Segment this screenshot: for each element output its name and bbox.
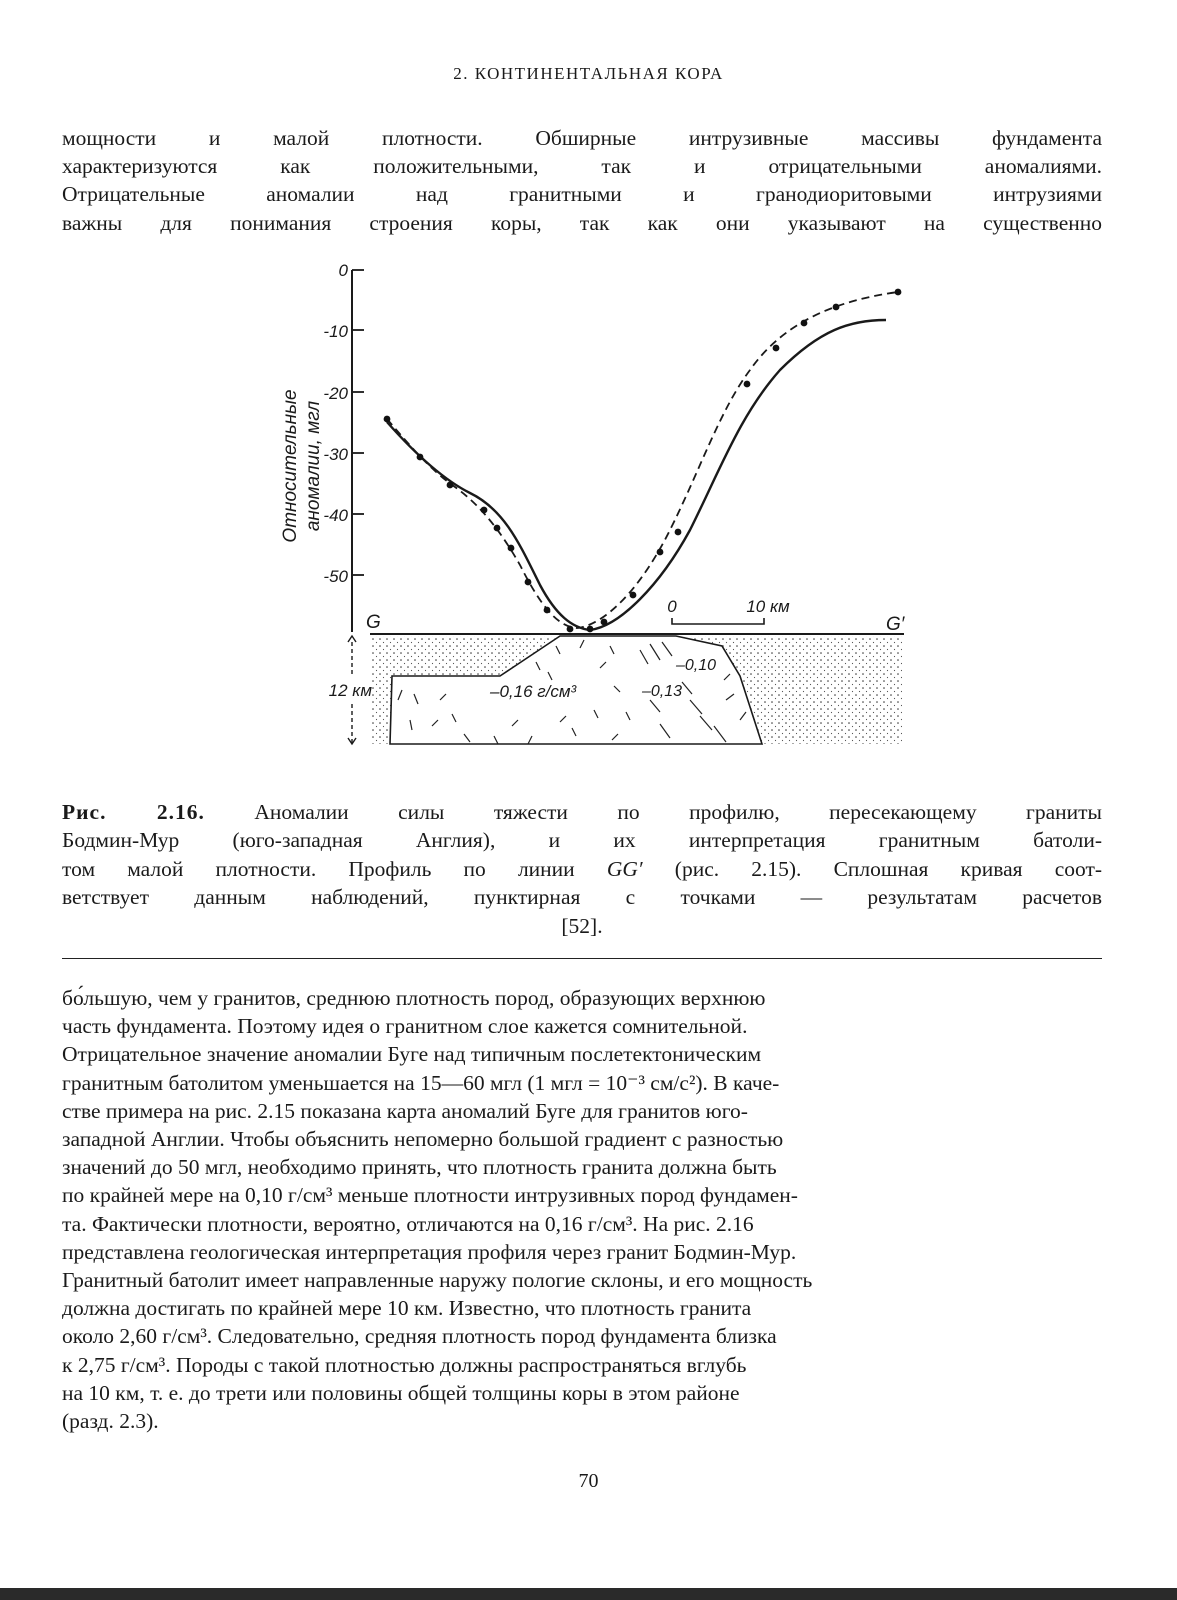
- calculated-curve: [387, 292, 898, 628]
- text-line: Гранитный батолит имеет направленные наружу пологие склоны, и его мощность: [62, 1268, 813, 1293]
- y-tick-label: -10: [323, 322, 348, 341]
- text-line: стве примера на рис. 2.15 показана карта аномалий Буге для гранитов юго-: [62, 1098, 748, 1123]
- text-line: по крайней мере на 0,10 г/см³ меньше плотности интрузивных пород фундамен-: [62, 1183, 798, 1208]
- text-line: к 2,75 г/см³. Породы с такой плотностью должны распространяться вглубь: [62, 1352, 747, 1377]
- profile-start-label: G: [366, 612, 381, 633]
- calculated-points: [384, 289, 902, 633]
- caption-reference: [52].: [561, 913, 603, 938]
- paragraph-bottom: [62, 984, 1102, 1435]
- y-tick-label: -20: [323, 384, 348, 403]
- text-line: западной Англии. Чтобы объяснить непомерно большой градиент с разностью: [62, 1127, 784, 1152]
- text-line: гранитным батолитом уменьшается на 15—60 мгл (1 мгл = 10⁻³ см/с²). В каче-: [62, 1070, 780, 1095]
- y-tick-label: 0: [338, 261, 348, 280]
- caption-label: Рис. 2.16.: [62, 800, 205, 824]
- caption-profile-ref: GG′: [606, 856, 643, 881]
- text-line: должна достигать по крайней мере 10 км. Известно, что плотность гранита: [62, 1296, 752, 1321]
- y-axis-label-line2: аномалии, мгл: [303, 400, 324, 532]
- caption-text: Аномалии силы тяжести по профилю, пересекающему граниты: [254, 800, 1102, 824]
- page-number: 70: [578, 1470, 599, 1492]
- text-line: Отрицательное значение аномалии Буге над типичным послетектоническим: [62, 1042, 762, 1067]
- profile-end-label: G′: [886, 614, 905, 635]
- scale-label: 10 км: [746, 597, 790, 616]
- caption-line: [62, 798, 1102, 826]
- density-label-b: –0,13: [642, 683, 683, 700]
- y-tick-label: -30: [323, 445, 348, 464]
- text-line: около 2,60 г/см³. Следовательно, средняя плотность пород фундамента близка: [62, 1324, 777, 1349]
- text-line: характеризуются как положительными, так и отрицательными аномалиями.: [62, 154, 1102, 179]
- scale-zero: 0: [667, 597, 677, 616]
- text-line: (разд. 2.3).: [62, 1409, 159, 1434]
- text-line: представлена геологическая интерпретация профиля через гранит Бодмин-Мур.: [62, 1239, 797, 1264]
- y-tick-label: -40: [323, 506, 348, 525]
- density-label-a: –0,10: [676, 657, 717, 674]
- y-tick-label: -50: [323, 567, 348, 586]
- text-line: бо́льшую, чем у гранитов, среднюю плотность пород, образующих верхнюю: [62, 986, 766, 1010]
- caption-text: том малой плотности. Профиль по линии: [62, 856, 575, 881]
- text-line: важны для понимания строения коры, так как они указывают на существенно: [62, 210, 1102, 235]
- caption-line: Бодмин-Мур (юго-западная Англия), и их интерпретация гранитным батоли-: [62, 828, 1102, 853]
- figure-caption: [62, 798, 1102, 940]
- gravity-anomaly-figure: [0, 250, 1177, 760]
- caption-text: (рис. 2.15). Сплошная кривая соот-: [674, 856, 1103, 881]
- text-line: Отрицательные аномалии над гранитными и гранодиоритовыми интрузиями: [62, 182, 1102, 207]
- caption-line: ветствует данным наблюдений, пунктирная с точками — результатам расчетов: [62, 885, 1102, 910]
- separator-rule: [62, 958, 1102, 959]
- running-head: 2. КОНТИНЕНТАЛЬНАЯ КОРА: [453, 64, 724, 83]
- text-line: та. Фактически плотности, вероятно, отличаются на 0,16 г/см³. На рис. 2.16: [62, 1211, 754, 1236]
- depth-label: 12 км: [328, 681, 372, 700]
- text-line: значений до 50 мгл, необходимо принять, что плотность гранита должна быть: [62, 1155, 777, 1180]
- text-line: мощности и малой плотности. Обширные интрузивные массивы фундамента: [62, 126, 1102, 150]
- observed-curve: [387, 320, 886, 630]
- scan-edge: [0, 1588, 1177, 1600]
- paragraph-top: [62, 124, 1102, 237]
- density-main-label: –0,16 г/см³: [490, 682, 577, 701]
- text-line: часть фундамента. Поэтому идея о гранитном слое кажется сомнительной.: [62, 1014, 748, 1039]
- text-line: на 10 км, т. е. до трети или половины общей толщины коры в этом районе: [62, 1380, 740, 1405]
- scale-bar: [672, 618, 764, 624]
- caption-line: [62, 855, 1102, 883]
- y-axis-label-line1: Относительные: [280, 389, 301, 543]
- y-axis-ticks: [352, 270, 364, 575]
